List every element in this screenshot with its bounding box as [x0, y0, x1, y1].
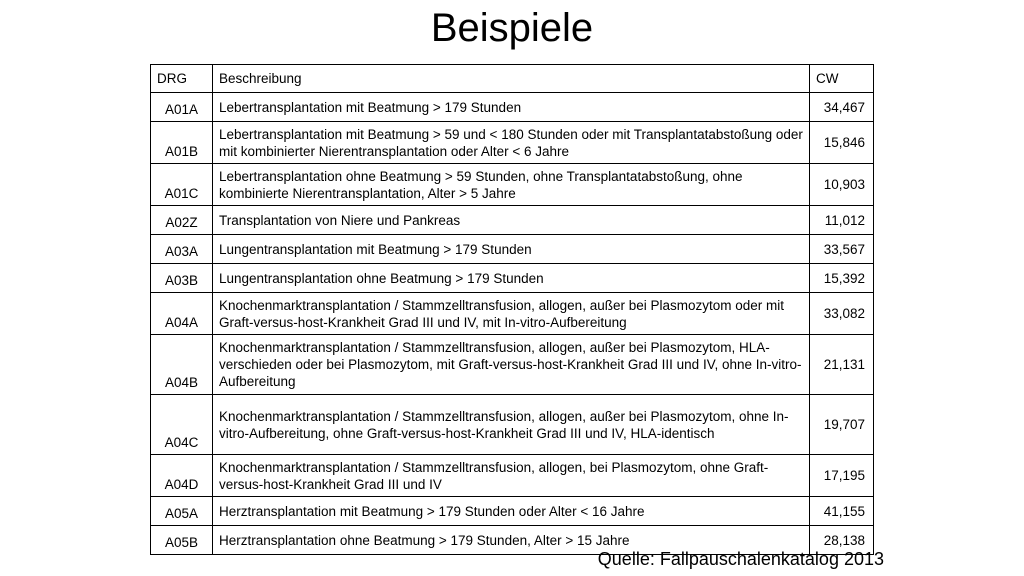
drg-code: A03A [151, 235, 213, 264]
drg-description: Knochenmarktransplantation / Stammzelltransfusion, allogen, außer bei Plasmozytom, ohne In-vitro-Aufbereitung, ohne Graft-versus-host-Krankheit Grad III und IV, HLA-identisch [213, 395, 810, 455]
cost-weight: 19,707 [810, 395, 874, 455]
drg-description: Lungentransplantation mit Beatmung > 179 Stunden [213, 235, 810, 264]
drg-code: A05A [151, 497, 213, 526]
drg-description: Lebertransplantation mit Beatmung > 59 und < 180 Stunden oder mit Transplantatabstoßung oder mit kombinierter Nierentransplantation oder Alter < 6 Jahre [213, 122, 810, 164]
cost-weight: 21,131 [810, 335, 874, 395]
drg-description: Transplantation von Niere und Pankreas [213, 206, 810, 235]
drg-description: Lebertransplantation ohne Beatmung > 59 Stunden, ohne Transplantatabstoßung, ohne kombinierte Nierentransplantation, Alter > 5 Jahre [213, 164, 810, 206]
source-citation: Quelle: Fallpauschalenkatalog 2013 [597, 549, 884, 569]
cost-weight: 11,012 [810, 206, 874, 235]
drg-description: Knochenmarktransplantation / Stammzelltransfusion, allogen, außer bei Plasmozytom, HLA-verschieden oder bei Plasmozytom, mit Graft-versus-host-Krankheit Grad III und IV, ohne In-vitro-Aufbereitung [213, 335, 810, 395]
drg-code: A01A [151, 93, 213, 122]
cost-weight: 41,155 [810, 497, 874, 526]
drg-code: A05B [151, 526, 213, 555]
drg-code: A04B [151, 335, 213, 395]
drg-description: Herztransplantation ohne Beatmung > 179 Stunden, Alter > 15 Jahre [213, 526, 810, 555]
cost-weight: 17,195 [810, 455, 874, 497]
cost-weight: 10,903 [810, 164, 874, 206]
drg-code: A04C [151, 395, 213, 455]
drg-code: A01C [151, 164, 213, 206]
table-row [151, 122, 874, 164]
table-row [151, 206, 874, 235]
table-header-row [151, 65, 874, 93]
table-row [151, 335, 874, 395]
drg-code: A02Z [151, 206, 213, 235]
drg-description: Lebertransplantation mit Beatmung > 179 Stunden [213, 93, 810, 122]
table-row [151, 264, 874, 293]
table-row [151, 164, 874, 206]
header-drg: DRG [151, 65, 213, 93]
table-row [151, 235, 874, 264]
drg-table [150, 64, 874, 555]
cost-weight: 33,567 [810, 235, 874, 264]
drg-description: Herztransplantation mit Beatmung > 179 Stunden oder Alter < 16 Jahre [213, 497, 810, 526]
drg-code: A01B [151, 122, 213, 164]
drg-code: A04A [151, 293, 213, 335]
cost-weight: 15,392 [810, 264, 874, 293]
drg-description: Knochenmarktransplantation / Stammzelltransfusion, allogen, bei Plasmozytom, ohne Graft-versus-host-Krankheit Grad III und IV [213, 455, 810, 497]
table-row [151, 455, 874, 497]
table-row [151, 497, 874, 526]
slide-title: Beispiele [430, 6, 594, 50]
table-row [151, 395, 874, 455]
drg-code: A03B [151, 264, 213, 293]
cost-weight: 33,082 [810, 293, 874, 335]
table-row [151, 293, 874, 335]
table-row [151, 93, 874, 122]
drg-description: Knochenmarktransplantation / Stammzelltransfusion, allogen, außer bei Plasmozytom oder mit Graft-versus-host-Krankheit Grad III und IV, mit In-vitro-Aufbereitung [213, 293, 810, 335]
cost-weight: 28,138 [810, 526, 874, 555]
cost-weight: 34,467 [810, 93, 874, 122]
drg-description: Lungentransplantation ohne Beatmung > 179 Stunden [213, 264, 810, 293]
header-cw: CW [810, 65, 874, 93]
cost-weight: 15,846 [810, 122, 874, 164]
header-description: Beschreibung [213, 65, 810, 93]
drg-code: A04D [151, 455, 213, 497]
